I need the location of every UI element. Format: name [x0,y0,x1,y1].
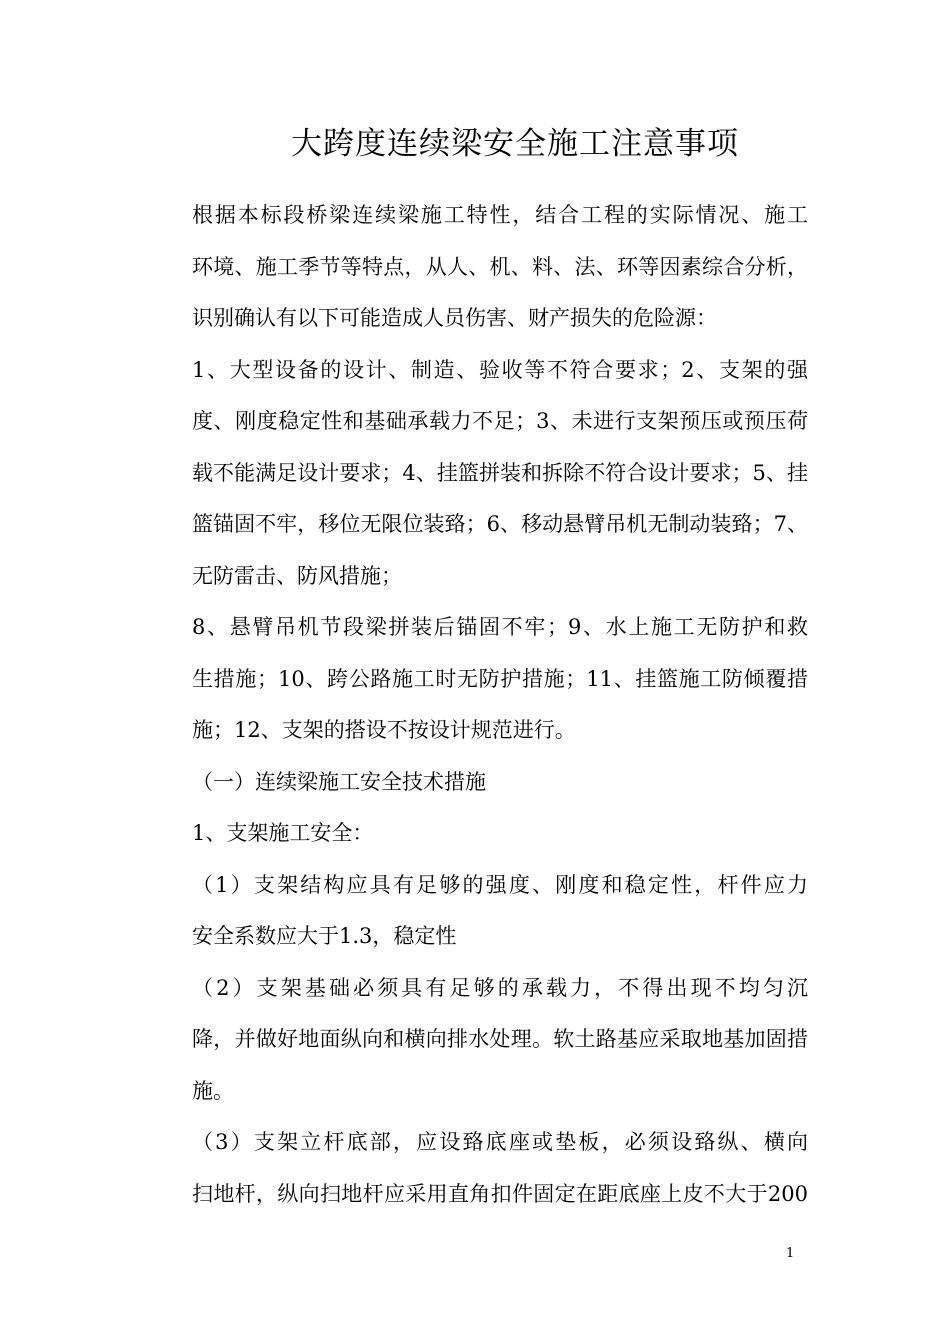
text-line: 8、悬臂吊机节段梁拼装后锚固不牢；9、水上施工无防护和救 [192,615,808,639]
text-line: 环境、施工季节等特点，从人、机、料、法、环等因素综合分析， [192,254,808,279]
text-line: 识别确认有以下可能造成人员伤害、财产损失的危险源： [192,306,717,330]
text-line: （3）支架立杆底部，应设臵底座或垫板，必须设臵纵、横向 [192,1130,808,1154]
text-line: 施。 [192,1078,234,1103]
paragraph-hazard-list-2 [148,602,808,757]
section-heading [148,757,808,809]
paragraph-item-1 [148,860,808,963]
paragraph-item-3 [148,1117,808,1220]
paragraph-item-2 [148,963,808,1118]
document-title: 大跨度连续梁安全施工注意事项 [291,126,739,162]
text-line: 扫地杆，纵向扫地杆应采用直角扣件固定在距底座上皮不大于200 [192,1181,808,1206]
text-line: 降，并做好地面纵向和横向排水处理。软土路基应采取地基加固措 [192,1027,808,1051]
text-line: （一）连续梁施工安全技术措施 [192,769,486,794]
paragraph-hazard-list-1 [148,345,808,603]
text-line: 度、刚度稳定性和基础承载力不足；3、未进行支架预压或预压荷 [192,409,808,433]
text-line: （1）支架结构应具有足够的强度、刚度和稳定性，杆件应力 [192,872,808,897]
text-line: 生措施；10、跨公路施工时无防护措施；11、挂篮施工防倾覆措 [192,666,808,691]
text-line: 施；12、支架的搭设不按设计规范进行。 [192,718,576,742]
paragraph-hazard-intro [148,190,808,345]
text-line: 载不能满足设计要求；4、挂篮拼装和拆除不符合设计要求；5、挂 [192,460,808,485]
page-number: 1 [786,1246,795,1261]
text-line: 根据本标段桥梁连续梁施工特性，结合工程的实际情况、施工 [192,203,808,227]
text-line: （2）支架基础必须具有足够的承载力，不得出现不均匀沉 [192,975,808,1000]
text-line: 篮锚固不牢，移位无限位装臵；6、移动悬臂吊机无制动装臵；7、 [192,512,808,536]
text-line: 1、支架施工安全： [192,821,374,845]
subsection-heading [148,808,808,860]
text-line: 无防雷击、防风措施； [192,563,402,588]
text-line: 1、大型设备的设计、制造、验收等不符合要求；2、支架的强 [192,357,808,382]
document-body [148,190,808,1220]
text-line: 安全系数应大于1.3，稳定性 [192,924,457,948]
